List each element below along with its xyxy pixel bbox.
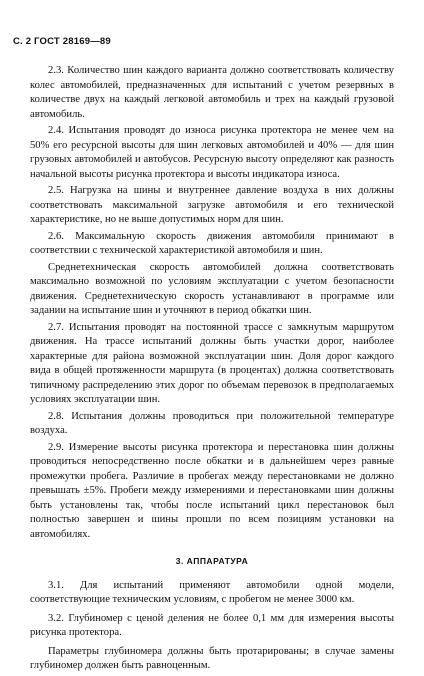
page-header: С. 2 ГОСТ 28169—89	[13, 36, 111, 47]
paragraph-3-1: 3.1. Для испытаний применяют автомобили одной модели, соответствующие техническим условиям, с пробегом не менее 3000 км.	[30, 579, 394, 605]
paragraph-2-5: 2.5. Нагрузка на шины и внутреннее давление воздуха в них должны соответствовать максимальной загрузке автомобиля и его технической характеристике, но не выше допустимых норм для шин.	[30, 185, 394, 225]
paragraph-3-2-continued: Параметры глубиномера должны быть протарированы; в случае замены глубиномер должен быть равноценным.	[30, 645, 394, 671]
paragraph-2-8: 2.8. Испытания должны проводиться при положительной температуре воздуха.	[30, 410, 394, 436]
paragraph-2-6: 2.6. Максимальную скорость движения автомобиля принимают в соответствии с технической характеристикой автомобиля и шин.	[30, 230, 394, 256]
paragraph-2-6-continued: Среднетехническая скорость автомобилей должна соответствовать максимально возможной по условиям эксплуатации с учетом безопасности движения. Среднетехническую скорость устанавливают в программе или задании на испытание шин и уточняют в период обкатки шин.	[30, 261, 394, 316]
paragraph-2-7: 2.7. Испытания проводят на постоянной трассе с замкнутым маршрутом движения. На трассе испытаний должны быть участки дорог, наиболее характерные для района возможной эксплуатации шин. Доля дорог каждого вида в общей протяженности маршрута (в процентах) должна соответствовать типичному распределению этих дорог по объемам перевозок в предполагаемых условиях эксплуатации шин.	[30, 321, 394, 405]
paragraph-2-4: 2.4. Испытания проводят до износа рисунка протектора не менее чем на 50% его ресурсной высоты для шин легковых автомобилей и 40% — для шин грузовых автомобилей и автобусов. Ресурсную высоту определяют как разность начальной высоты рисунка протектора и высоты индикатора износа.	[30, 125, 394, 180]
paragraph-3-2: 3.2. Глубиномер с ценой деления не более 0,1 мм для измерения высоты рисунка протектора.	[30, 612, 394, 638]
section-title: 3. АППАРАТУРА	[175, 556, 249, 566]
paragraph-2-3: 2.3. Количество шин каждого варианта должно соответствовать количеству колес автомобилей, предназначенных для испытаний с учетом резервных в количестве двух на каждый легковой автомобиль и трех на каждый грузовой автомобиль.	[30, 65, 394, 120]
paragraph-2-9: 2.9. Измерение высоты рисунка протектора и перестановка шин должны проводиться непосредственно после обкатки и в дальнейшем через равные промежутки пробега. Различие в пробегах между перестановками не должно превышать ±5%. Пробеги между измерениями и перестановками шин должны быть установлены так, чтобы после испытаний цикл перестановок был полностью завершен и шины прошли по всем позициям установки на автомобилях.	[30, 441, 394, 540]
document-body	[30, 64, 394, 676]
